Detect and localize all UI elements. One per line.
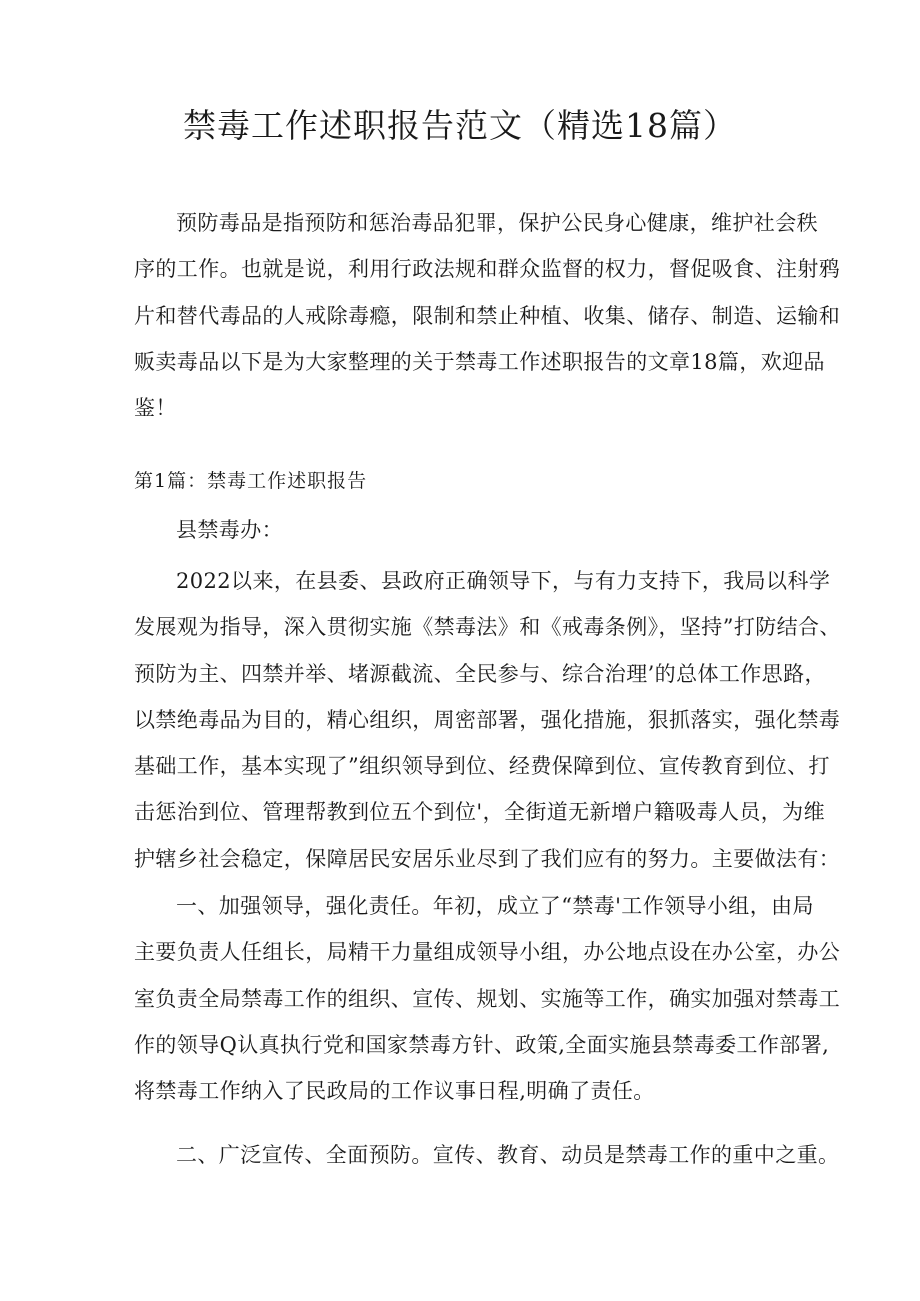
- section-heading: 第1篇：禁毒工作述职报告: [134, 470, 368, 492]
- body-line: 基础工作，基本实现了”组织领导到位、经费保障到位、宣传教育到位、打: [134, 754, 830, 779]
- body-paragraph: [134, 558, 841, 882]
- document-title: 禁毒工作述职报告范文（精选18篇）: [183, 106, 737, 145]
- intro-line: 预防毒品是指预防和惩治毒品犯罪，保护公民身心健康，维护社会秩: [176, 211, 818, 235]
- body-line: 发展观为指导，深入贯彻实施《禁毒法》和《戒毒条例》，坚持”打防结合、: [134, 615, 841, 640]
- body-line: 室负责全局禁毒工作的组织、宣传、规划、实施等工作，确实加强对禁毒工: [134, 986, 841, 1011]
- body-line: 护辖乡社会稳定，保障居民安居乐业尽到了我们应有的努力。主要做法有：: [134, 846, 841, 871]
- body-line: 一、加强领导，强化责任。年初，成立了“禁毒'工作领导小组，由局: [176, 894, 814, 918]
- intro-line: 鉴！: [134, 396, 177, 421]
- intro-line: 贩卖毒品以下是为大家整理的关于禁毒工作述职报告的文章18篇，欢迎品: [134, 349, 825, 374]
- body-paragraph: [134, 883, 841, 1114]
- body-line: 作的领导Q认真执行党和国家禁毒方针、政策,全面实施县禁毒委工作部署,: [134, 1032, 830, 1057]
- body-line: 将禁毒工作纳入了民政局的工作议事日程,明确了责任。: [134, 1079, 655, 1104]
- body-line: 预防为主、四禁并举、堵源截流、全民参与、综合治理’的总体工作思路，: [134, 661, 826, 686]
- intro-paragraph: [134, 200, 841, 431]
- intro-line: 片和替代毒品的人戒除毒瘾，限制和禁止种植、收集、储存、制造、运输和: [134, 303, 841, 328]
- body-line: 击惩治到位、管理帮教到位五个到位'，全街道无新增户籍吸毒人员，为维: [134, 800, 825, 825]
- body-line: 2022以来，在县委、县政府正确领导下，与有力支持下，我局以科学: [176, 569, 831, 593]
- intro-line: 序的工作。也就是说，利用行政法规和群众监督的权力，督促吸食、注射鸦: [134, 257, 841, 282]
- body-line: 主要负责人任组长，局精干力量组成领导小组，办公地点设在办公室，办公: [134, 940, 841, 965]
- body-paragraph: 二、广泛宣传、全面预防。宣传、教育、动员是禁毒工作的重中之重。: [176, 1143, 840, 1167]
- salutation: 县禁毒办：: [176, 518, 283, 542]
- body-line: 以禁绝毒品为目的，精心组织，周密部署，强化措施，狠抓落实，强化禁毒: [134, 707, 841, 732]
